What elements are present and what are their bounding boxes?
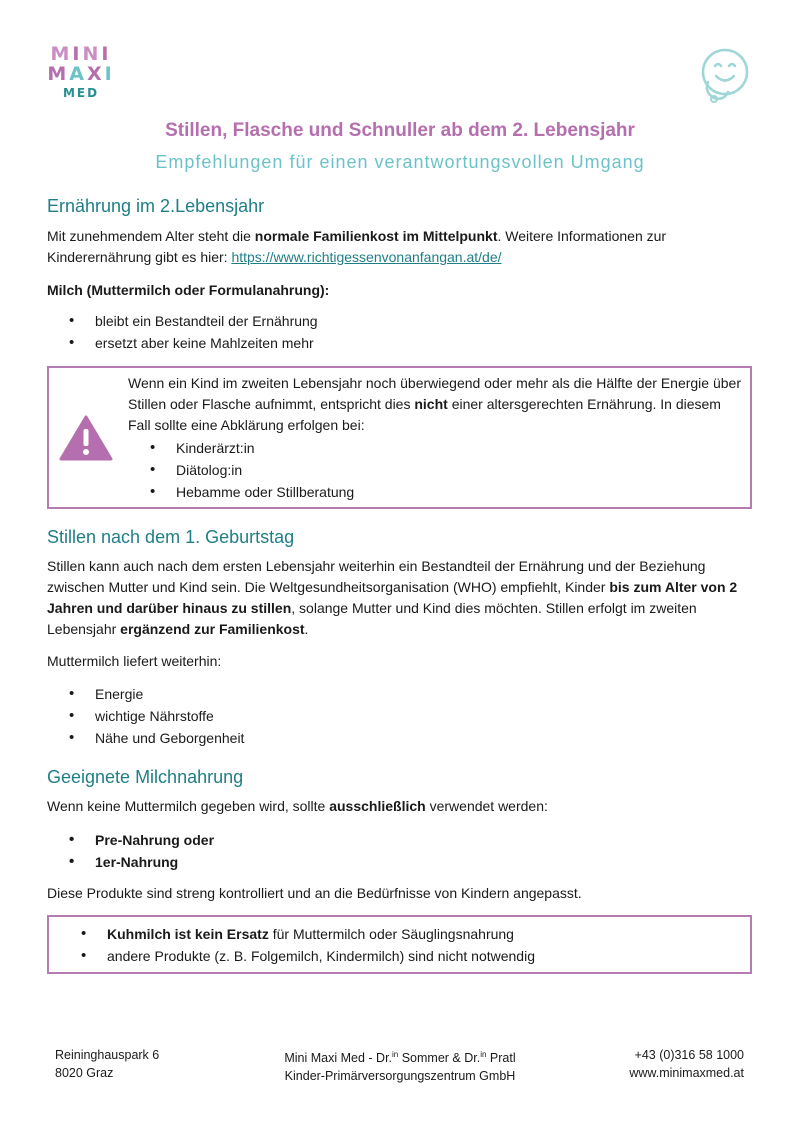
muttermilch-list [47, 683, 752, 749]
footer-company: Mini Maxi Med - Dr.$^{in}$ Sommer & Dr.$^{in}$ Pratl Kinder-Primärversorgungszentrum GmbH [284, 1050, 516, 1083]
list-item: • Hebamme oder Stillberatung [128, 481, 628, 503]
section1-intro: Mit zunehmendem Alter steht die normale Familienkost im Mittelpunkt. Weitere Informationen zur Kinderernährung gibt es hier: https://www.richtigessenvonanfangan.at/de/ [47, 228, 667, 265]
footer-contact [629, 1046, 744, 1082]
smiley-stethoscope-icon [694, 46, 754, 104]
list-item: • Energie [47, 683, 752, 705]
list-item: • wichtige Nährstoffe [47, 705, 752, 727]
list-item: • ersetzt aber keine Mahlzeiten mehr [47, 332, 752, 354]
section-heading-stillen: Stillen nach dem 1. Geburtstag [47, 527, 295, 547]
list-item: • bleibt ein Bestandteil der Ernährung [47, 310, 752, 332]
list-item: • Kinderärzt:in [128, 437, 628, 459]
warning-box [47, 366, 752, 509]
warning-list [128, 437, 628, 503]
list-item: • Pre-Nahrung oder [47, 829, 752, 851]
logo-line-2: MAXI [47, 63, 115, 85]
milk-heading: Milch (Muttermilch oder Formulanahrung): [47, 282, 330, 298]
logo-line-1: MINI [50, 43, 112, 65]
logo [46, 44, 116, 102]
warning-text: Wenn ein Kind im zweiten Lebensjahr noch überwiegend oder mehr als die Hälfte der Energie über Stillen oder Flasche aufnimmt, entspricht dies nicht einer altersgerechten Ernährung. In diesem Fall sollte eine Abklärung erfolgen bei: [128, 375, 741, 433]
logo-line-3: MED [62, 86, 100, 100]
list-item: • andere Produkte (z. B. Folgemilch, Kindermilch) sind nicht notwendig [59, 945, 739, 967]
footer-address: Reininghauspark 6 8020 Graz [55, 1048, 160, 1080]
richtigessen-link[interactable]: https://www.richtigessenvonanfangan.at/de/ [231, 249, 502, 265]
section3-note: Diese Produkte sind streng kontrolliert und an die Bedürfnisse von Kindern angepasst. [47, 885, 582, 901]
list-item: • Diätolog:in [128, 459, 628, 481]
page-subtitle: Empfehlungen für einen verantwortungsvollen Umgang [155, 152, 645, 172]
section-heading-milchnahrung: Geeignete Milchnahrung [47, 767, 244, 787]
milchnahrung-list [47, 829, 752, 873]
footer-phone: +43 (0)316 58 1000 [634, 1048, 744, 1062]
page-title: Stillen, Flasche und Schnuller ab dem 2. Lebensjahr [165, 120, 635, 141]
list-item: • 1er-Nahrung [47, 851, 752, 873]
list-item: • Nähe und Geborgenheit [47, 727, 752, 749]
kuhmilch-list [59, 923, 739, 967]
milk-list [47, 310, 752, 354]
section-heading-ernaehrung: Ernährung im 2.Lebensjahr [47, 196, 265, 216]
warning-triangle-icon [59, 414, 113, 462]
kuhmilch-box [47, 915, 752, 974]
list-item: • Kuhmilch ist kein Ersatz für Muttermilch oder Säuglingsnahrung [59, 923, 739, 945]
muttermilch-intro: Muttermilch liefert weiterhin: [47, 653, 222, 669]
section2-paragraph: Stillen kann auch nach dem ersten Lebensjahr weiterhin ein Bestandteil der Ernährung und der Beziehung zwischen Mutter und Kind sein. Die Weltgesundheitsorganisation (WHO) empfiehlt, Kinder bis zum Alter von 2 Jahren und darüber hinaus zu stillen, solange Mutter und Kind dies möchten. Stillen erfolgt im zweiten Lebensjahr ergänzend zur Familienkost. [47, 558, 738, 637]
footer-website[interactable]: www.minimaxmed.at [629, 1066, 744, 1080]
section3-paragraph: Wenn keine Muttermilch gegeben wird, sollte ausschließlich verwendet werden: [47, 798, 548, 814]
